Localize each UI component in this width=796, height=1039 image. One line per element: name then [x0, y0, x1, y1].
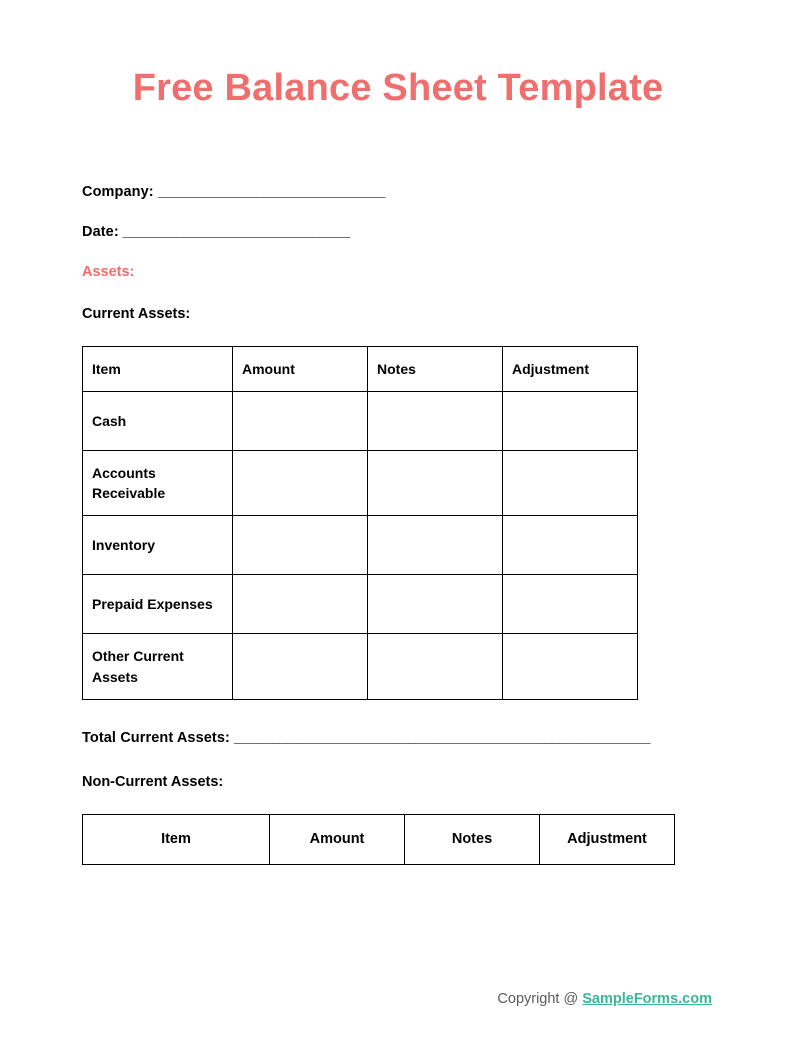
- cell-amount[interactable]: [233, 634, 368, 700]
- date-field-label: Date:: [82, 223, 119, 240]
- table-row: [83, 391, 638, 450]
- cell-notes[interactable]: [368, 575, 503, 634]
- row-label-other-current-assets: Other Current Assets: [83, 634, 233, 700]
- cell-adjustment[interactable]: [503, 450, 638, 516]
- table-row: [83, 575, 638, 634]
- cell-notes[interactable]: [368, 391, 503, 450]
- company-field-rule[interactable]: ______________________________: [157, 183, 385, 200]
- table-header-row: [83, 815, 675, 865]
- document-body: [0, 184, 796, 866]
- cell-notes[interactable]: [368, 450, 503, 516]
- current-assets-table: [82, 346, 638, 700]
- column-header-amount: Amount: [270, 815, 405, 865]
- company-field: [82, 184, 736, 200]
- cell-amount[interactable]: [233, 516, 368, 575]
- column-header-item: Item: [83, 815, 270, 865]
- column-header-adjustment: Adjustment: [540, 815, 675, 865]
- company-field-label: Company:: [82, 183, 154, 200]
- column-header-item: Item: [83, 346, 233, 391]
- page-title: Free Balance Sheet Template: [132, 67, 664, 109]
- date-field-rule[interactable]: ______________________________: [122, 223, 350, 240]
- column-header-adjustment: Adjustment: [503, 346, 638, 391]
- cell-adjustment[interactable]: [503, 516, 638, 575]
- column-header-notes: Notes: [405, 815, 540, 865]
- cell-amount[interactable]: [233, 450, 368, 516]
- current-assets-heading: Current Assets:: [82, 305, 191, 322]
- total-current-assets-line: [82, 730, 736, 746]
- assets-heading: Assets:: [82, 263, 135, 280]
- row-label-cash: Cash: [83, 391, 233, 450]
- cell-notes[interactable]: [368, 634, 503, 700]
- non-current-assets-table: [82, 814, 675, 865]
- brand-link[interactable]: SampleForms.com: [582, 991, 712, 1007]
- cell-notes[interactable]: [368, 516, 503, 575]
- row-label-prepaid-expenses: Prepaid Expenses: [83, 575, 233, 634]
- total-current-assets-rule[interactable]: _______________________________________________________: [234, 730, 651, 747]
- footer: [497, 991, 712, 1007]
- cell-adjustment[interactable]: [503, 575, 638, 634]
- total-current-assets-label: Total Current Assets:: [82, 730, 230, 747]
- table-row: [83, 450, 638, 516]
- cell-amount[interactable]: [233, 391, 368, 450]
- copyright-text: Copyright @: [497, 991, 579, 1007]
- column-header-notes: Notes: [368, 346, 503, 391]
- table-header-row: [83, 346, 638, 391]
- date-field: [82, 224, 736, 240]
- table-row: [83, 516, 638, 575]
- cell-amount[interactable]: [233, 575, 368, 634]
- row-label-inventory: Inventory: [83, 516, 233, 575]
- row-label-accounts-receivable: Accounts Receivable: [83, 450, 233, 516]
- table-row: [83, 634, 638, 700]
- column-header-amount: Amount: [233, 346, 368, 391]
- cell-adjustment[interactable]: [503, 391, 638, 450]
- cell-adjustment[interactable]: [503, 634, 638, 700]
- non-current-assets-heading: Non-Current Assets:: [82, 774, 224, 791]
